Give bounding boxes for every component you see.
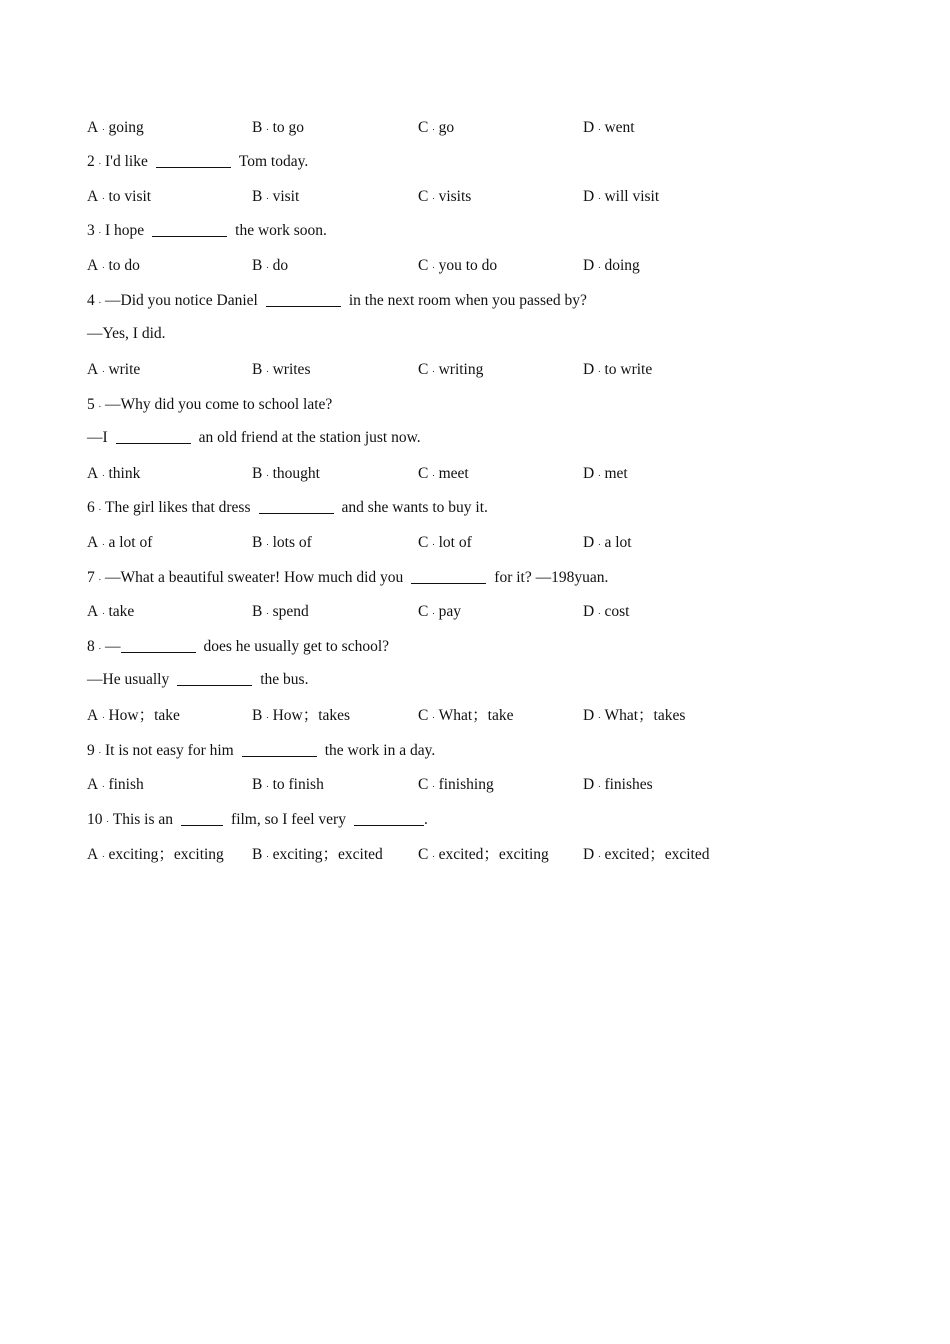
answer-blank [266, 291, 341, 307]
options-q10 [87, 843, 847, 865]
option-b: B . lots of [252, 534, 312, 551]
option-a: A . exciting；exciting [87, 846, 224, 863]
option-c: C . What；take [418, 707, 514, 724]
answer-blank [242, 741, 317, 757]
option-b: B . to go [252, 119, 305, 136]
option-c: C . lot of [418, 534, 472, 551]
option-a: A . going [87, 119, 144, 136]
option-a: A . to visit [87, 188, 152, 205]
options-q5 [87, 462, 847, 484]
option-d: D . excited；excited [583, 846, 710, 863]
options-q2 [87, 185, 847, 207]
option-a: A . write [87, 361, 141, 378]
options-q7 [87, 600, 847, 622]
option-d: D . met [583, 465, 628, 482]
answer-blank [152, 221, 227, 237]
answer-blank [181, 810, 223, 826]
answer-blank [156, 152, 231, 168]
question-4-reply: —Yes, I did. [87, 325, 166, 342]
answer-blank [354, 810, 424, 826]
question-8: 8 . — does he usually get to school? [87, 638, 390, 655]
question-9: 9 . It is not easy for him the work in a day. [87, 742, 436, 759]
option-b: B . thought [252, 465, 320, 482]
option-b: B . How；takes [252, 707, 351, 724]
option-d: D . doing [583, 257, 640, 274]
options-q8 [87, 704, 847, 726]
answer-blank [411, 568, 486, 584]
option-b: B . writes [252, 361, 311, 378]
question-2: 2 . I'd like Tom today. [87, 153, 309, 170]
option-a: A . a lot of [87, 534, 153, 551]
options-q4 [87, 358, 847, 380]
option-d: D . will visit [583, 188, 660, 205]
option-b: B . do [252, 257, 289, 274]
option-a: A . to do [87, 257, 140, 274]
option-a: A . think [87, 465, 141, 482]
option-b: B . exciting；excited [252, 846, 383, 863]
answer-blank [116, 428, 191, 444]
question-10: 10 . This is an film, so I feel very . [87, 811, 428, 828]
question-3: 3 . I hope the work soon. [87, 222, 327, 239]
question-6: 6 . The girl likes that dress and she wants to buy it. [87, 499, 488, 516]
answer-blank [121, 637, 196, 653]
question-5: 5 . —Why did you come to school late? [87, 396, 333, 413]
option-c: C . excited；exciting [418, 846, 549, 863]
options-q6 [87, 531, 847, 553]
answer-blank [259, 498, 334, 514]
option-b: B . spend [252, 603, 309, 620]
option-c: C . you to do [418, 257, 498, 274]
option-b: B . visit [252, 188, 300, 205]
option-d: D . finishes [583, 776, 653, 793]
option-c: C . go [418, 119, 455, 136]
option-a: A . finish [87, 776, 144, 793]
answer-blank [177, 670, 252, 686]
option-d: D . What；takes [583, 707, 686, 724]
options-q1 [87, 116, 847, 138]
option-c: C . pay [418, 603, 461, 620]
question-8-reply: —He usually the bus. [87, 671, 309, 688]
option-d: D . went [583, 119, 635, 136]
option-a: A . take [87, 603, 135, 620]
question-4: 4 . —Did you notice Daniel in the next room when you passed by? [87, 292, 587, 309]
option-c: C . finishing [418, 776, 494, 793]
option-d: D . a lot [583, 534, 632, 551]
option-b: B . to finish [252, 776, 324, 793]
question-7: 7 . —What a beautiful sweater! How much did you for it? —198yuan. [87, 569, 609, 586]
option-d: D . to write [583, 361, 653, 378]
option-d: D . cost [583, 603, 630, 620]
option-c: C . visits [418, 188, 472, 205]
options-q9 [87, 773, 847, 795]
question-5-reply: —I an old friend at the station just now. [87, 429, 421, 446]
option-a: A . How；take [87, 707, 180, 724]
option-c: C . writing [418, 361, 484, 378]
option-c: C . meet [418, 465, 469, 482]
options-q3 [87, 254, 847, 276]
